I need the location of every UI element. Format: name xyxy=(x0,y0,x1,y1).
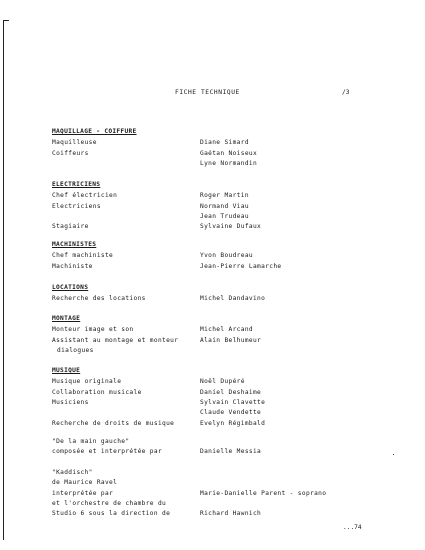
credit-role: Musique originale xyxy=(52,378,122,386)
credit-role: Recherche de droits de musique xyxy=(52,419,175,427)
credit-role: Maquilleuse xyxy=(52,139,97,147)
credit-role: et l'orchestre de chambre du xyxy=(52,499,167,507)
credit-role: Studio 6 sous la direction de xyxy=(52,510,171,518)
credit-role: Musiciens xyxy=(52,398,89,406)
credit-role: "De la main gauche" xyxy=(52,438,130,445)
credit-name: Marie-Danielle Parent - soprano xyxy=(200,489,327,497)
credit-name: Normand Viau xyxy=(200,202,249,210)
section-heading: MACHINISTES xyxy=(52,241,97,248)
credit-role: Recherche des locations xyxy=(52,295,146,303)
credit-name: Alain Belhumeur xyxy=(200,336,262,344)
credit-name: Danielle Messia xyxy=(200,448,262,456)
credit-name: Lyne Normandin xyxy=(200,159,258,167)
credit-name: Sylvaine Dufaux xyxy=(200,223,262,231)
left-edge-line xyxy=(3,20,4,540)
credit-role: Chef électricien xyxy=(52,192,118,200)
scan-speck xyxy=(393,454,394,455)
credit-role: de Maurice Ravel xyxy=(52,479,118,487)
credit-name: Evelyn Régimbald xyxy=(200,419,266,427)
credit-name: Roger Martin xyxy=(200,192,249,200)
credit-name: Michel Arcand xyxy=(200,326,253,334)
credit-role: interprétée par xyxy=(52,489,114,497)
credit-name: Claude Vendette xyxy=(200,409,262,417)
section-heading: ELECTRICIENS xyxy=(52,181,101,188)
credit-role: Electriciens xyxy=(52,202,101,210)
credit-role: "Kaddisch" xyxy=(52,469,93,476)
section-heading: LOCATIONS xyxy=(52,284,89,291)
credit-name: Sylvain Clavette xyxy=(200,398,266,406)
credit-name: Jean-Pierre Lamarche xyxy=(200,262,282,270)
section-heading: MONTAGE xyxy=(52,315,81,322)
credit-role: dialogues xyxy=(57,346,94,354)
credit-name: Diane Simard xyxy=(200,139,249,147)
credit-name: Jean Trudeau xyxy=(200,212,249,220)
section-heading: MAQUILLAGE - COIFFURE xyxy=(52,128,137,135)
credit-name: Daniel Deshaime xyxy=(200,388,262,396)
credit-role: Stagiaire xyxy=(52,223,89,231)
page-number: /3 xyxy=(342,89,350,96)
page-title: FICHE TECHNIQUE xyxy=(175,89,240,96)
credit-name: Michel Dandavino xyxy=(200,295,266,303)
top-edge-tick xyxy=(3,20,9,21)
credit-role: Collaboration musicale xyxy=(52,388,142,396)
credit-name: Richard Hawnich xyxy=(200,510,262,518)
credit-name: Noël Dupéré xyxy=(200,378,245,386)
credit-role: Monteur image et son xyxy=(52,326,134,334)
credit-role: composée et interprétée par xyxy=(52,448,163,456)
credit-role: Machiniste xyxy=(52,262,93,270)
credit-role: Assistant au montage et monteur xyxy=(52,336,179,344)
credit-name: Gaétan Noiseux xyxy=(200,149,258,157)
credit-role: Coiffeurs xyxy=(52,149,89,157)
section-heading: MUSIQUE xyxy=(52,367,81,374)
continued-page-marker: ...74 xyxy=(343,524,362,531)
credit-name: Yvon Boudreau xyxy=(200,252,253,260)
credit-role: Chef machiniste xyxy=(52,252,114,260)
